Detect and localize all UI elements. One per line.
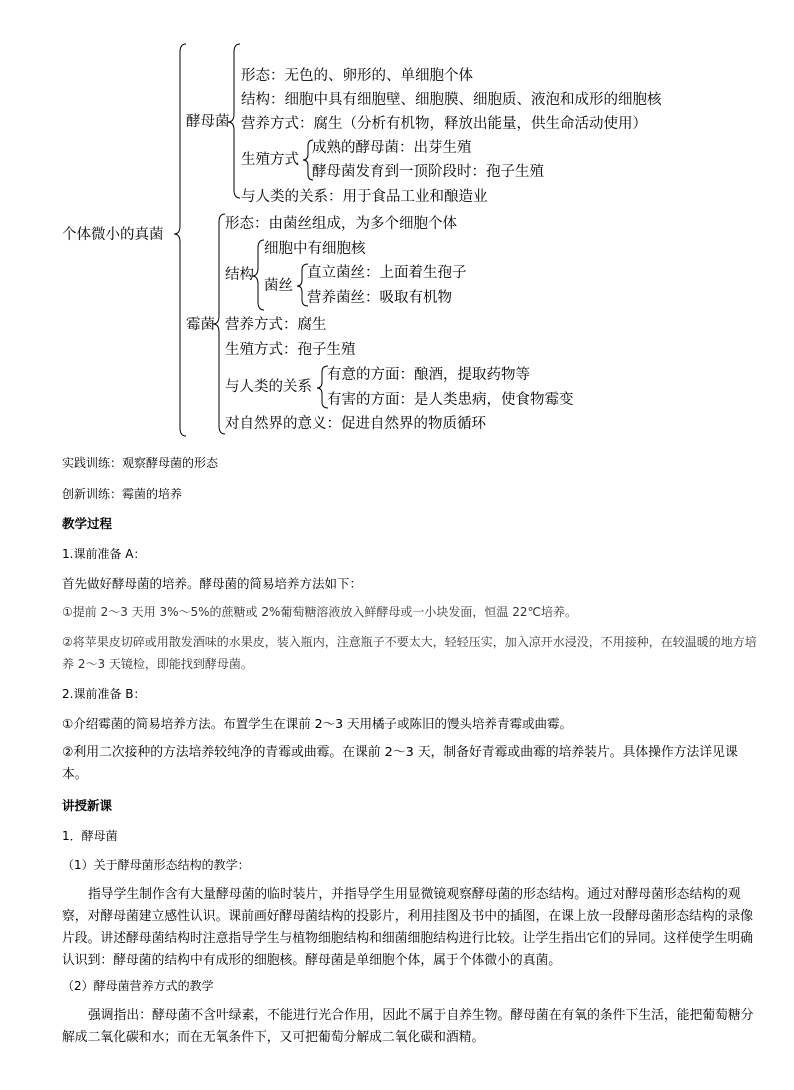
section-1-heading: 1．酵母菌 — [62, 829, 118, 843]
practice-line: 实践训练：观察酵母菌的形态 — [62, 456, 219, 470]
new-lesson-heading: 讲授新课 — [62, 798, 113, 813]
mold-repro: 生殖方式：孢子生殖 — [225, 342, 356, 358]
paragraph-2: 强调指出：酵母菌不含叶绿素，不能进行光合作用，因此不属于自养生物。酵母菌在有氧的条件下生活，能把葡萄糖分解成二氧化碳和水；而在无氧条件下，又可把葡萄分解成二氧化碳和酒精。 — [62, 1008, 754, 1045]
step-3: ①介绍霉菌的简易培养方法。布置学生在课前 2～3 天用橘子或陈旧的馒头培养青霉或曲霉。 — [62, 716, 573, 731]
yeast-repro-stage: 酵母菌发育到一顶阶段时：孢子生殖 — [312, 164, 544, 180]
prep-a-text: 首先做好酵母菌的培养。酵母菌的简易培养方法如下： — [62, 576, 363, 591]
step-1: ①提前 2～3 天用 3%～5%的蔗糖或 2%葡萄糖溶液放入鲜酵母或一小块发面，恒温 22℃培养。 — [62, 605, 577, 619]
prep-b-heading: 2.课前准备 B： — [62, 687, 146, 701]
mold-nature: 对自然界的意义：促进自然界的物质循环 — [225, 416, 486, 432]
yeast-relation: 与人类的关系：用于食品工业和酿造业 — [241, 189, 488, 205]
yeast-form: 形态：无色的、卵形的、单细胞个体 — [241, 68, 473, 84]
step-4: ②利用二次接种的方法培养较纯净的青霉或曲霉。在课前 2～3 天，制备好青霉或曲霉的培养装片。具体操作方法详见课本。 — [62, 745, 738, 782]
yeast-nutrition: 营养方式：腐生（分析有机物，释放出能量，供生命活动使用） — [241, 116, 647, 132]
mold-hypha-label: 菌丝 — [264, 278, 293, 294]
mold-useful: 有意的方面：酿酒，提取药物等 — [327, 367, 530, 383]
mold-relation-label: 与人类的关系 — [225, 379, 312, 395]
mold-upright-hypha: 直立菌丝：上面着生孢子 — [307, 265, 467, 281]
prep-a-heading: 1.课前准备 A： — [62, 547, 146, 561]
yeast-structure: 结构：细胞中具有细胞壁、细胞膜、细胞质、液泡和成形的细胞核 — [241, 92, 662, 108]
mold-form: 形态：由菌丝组成，为多个细胞个体 — [225, 216, 457, 232]
tree-root: 个体微小的真菌 — [62, 227, 164, 243]
step-2: ②将苹果皮切碎或用散发酒味的水果皮，装入瓶内，注意瓶子不要太大，轻轻压实，加入凉开水浸没，不用接种，在较温暖的地方培养 2～3 天镜检，即能找到酵母菌。 — [62, 635, 757, 671]
mold-harmful: 有害的方面：是人类患病，使食物霉变 — [327, 392, 574, 408]
mold-nucleus: 细胞中有细胞核 — [264, 241, 366, 257]
mold-nutrition: 营养方式：腐生 — [225, 317, 327, 333]
innovation-line: 创新训练：霉菌的培养 — [62, 487, 183, 501]
root-brace — [174, 44, 186, 436]
yeast-label: 酵母菌 — [186, 114, 230, 130]
subsection-2-heading: （2）酵母菌营养方式的教学 — [62, 979, 214, 993]
mold-structure-label: 结构 — [225, 267, 254, 283]
yeast-repro-label: 生殖方式 — [241, 152, 299, 168]
mold-nutrient-hypha: 营养菌丝：吸取有机物 — [307, 290, 452, 306]
mold-label: 霉菌 — [186, 317, 215, 333]
yeast-repro-mature: 成熟的酵母菌：出芽生殖 — [312, 140, 472, 156]
process-heading: 教学过程 — [62, 516, 113, 531]
subsection-1-heading: （1）关于酵母菌形态结构的教学： — [62, 858, 250, 872]
paragraph-1: 指导学生制作含有大量酵母菌的临时装片，并指导学生用显微镜观察酵母菌的形态结构。通过对酵母菌形态结构的观察，对酵母菌建立感性认识。课前画好酵母菌结构的投影片，利用挂图及书中的插图，在课上放一段酵母菌形态结构的录像片段。讲述酵母菌结构时注意指导学生与植物细胞结构和细菌细胞结构进行比较。让学生指出它们的异同。这样使学生明确认识到：酵母菌的结构中有成形的细胞核。酵母菌是单细胞个体，属于个体微小的真菌。 — [62, 887, 754, 968]
